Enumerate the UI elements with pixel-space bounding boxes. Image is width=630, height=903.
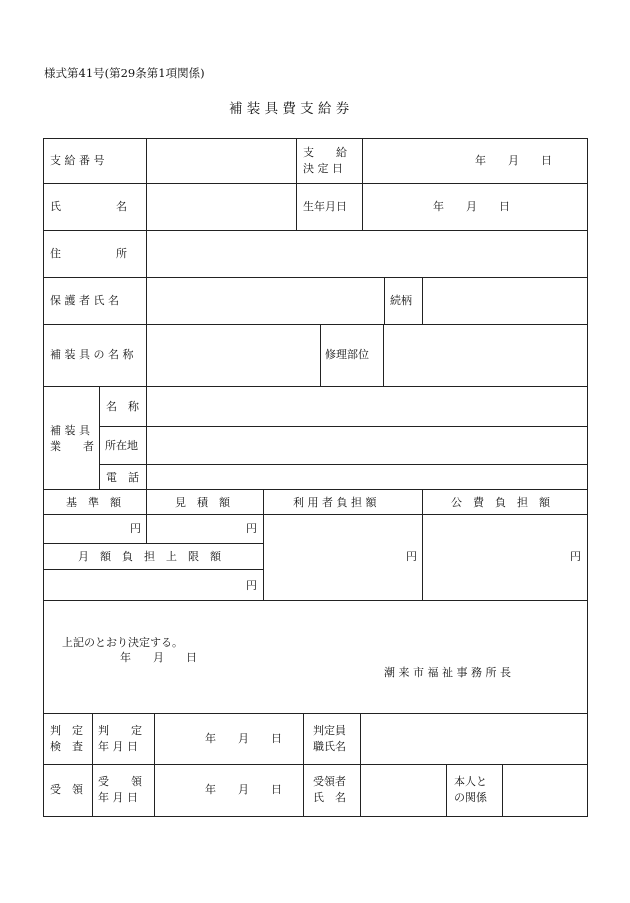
rule-v	[383, 324, 384, 386]
guardian-name-label: 保 護 者 氏 名	[50, 294, 119, 307]
monthly-cap-yen: 円	[246, 579, 257, 592]
rule-v	[146, 489, 147, 543]
inspection-label-line1: 判 定	[50, 724, 83, 737]
rule-v	[146, 386, 147, 489]
birth-date-label: 生年月日	[303, 200, 347, 213]
rule-h	[43, 514, 588, 515]
rule-v	[384, 277, 385, 324]
vendor-group-label-line2: 業 者	[50, 440, 94, 453]
inspection-date-label-line1: 判 定	[98, 724, 142, 737]
inspection-date-label-line2: 年 月 日	[98, 740, 138, 753]
decision-date: 年 月 日	[120, 651, 197, 664]
rule-h	[43, 600, 588, 601]
rule-v	[303, 713, 304, 817]
rule-h	[43, 386, 588, 387]
support-number-label: 支 給 番 号	[50, 154, 105, 167]
device-name-label: 補 装 具 の 名 称	[50, 348, 134, 361]
receipt-date-label-line2: 年 月 日	[98, 791, 138, 804]
user-burden-header: 利 用 者 負 担 額	[293, 496, 377, 509]
inspection-label-line2: 検 査	[50, 740, 83, 753]
rule-h	[43, 713, 588, 714]
rule-h	[43, 764, 588, 765]
rule-v	[362, 138, 363, 230]
issuer-name: 潮 来 市 福 祉 事 務 所 長	[384, 666, 511, 679]
form-id: 様式第41号(第29条第1項関係)	[44, 66, 205, 80]
decision-statement: 上記のとおり決定する。	[62, 636, 183, 649]
standard-amount-header: 基 準 額	[66, 496, 121, 509]
rule-h	[43, 543, 263, 544]
rule-h	[43, 277, 588, 278]
inspector-label-line1: 判定員	[313, 724, 346, 737]
rule-v	[320, 324, 321, 386]
rule-h	[43, 183, 588, 184]
rule-h	[43, 569, 263, 570]
rule-h	[99, 426, 588, 427]
relation-to-self-label-line2: の関係	[454, 791, 487, 804]
vendor-location-label: 所在地	[105, 439, 138, 452]
form-title: 補 装 具 費 支 給 券	[229, 101, 350, 117]
rule-v	[502, 764, 503, 817]
rule-v	[154, 713, 155, 817]
name-label: 氏 名	[50, 200, 127, 213]
inspector-label-line2: 職氏名	[313, 740, 346, 753]
estimate-amount-yen: 円	[246, 522, 257, 535]
decision-date-label-line1: 支 給	[303, 146, 347, 159]
receipt-date-label-line1: 受 領	[98, 775, 142, 788]
vendor-name-label: 名 称	[106, 400, 139, 413]
receipt-date-field[interactable]: 年 月 日	[205, 783, 282, 796]
decision-date-field[interactable]: 年 月 日	[475, 154, 552, 167]
receipt-label: 受 領	[50, 783, 83, 796]
recipient-label-line2: 氏 名	[313, 791, 346, 804]
rule-v	[99, 386, 100, 489]
standard-amount-yen: 円	[130, 522, 141, 535]
rule-v	[446, 764, 447, 817]
recipient-label-line1: 受領者	[313, 775, 346, 788]
rule-v	[360, 713, 361, 817]
rule-v	[422, 489, 423, 600]
inspection-date-field[interactable]: 年 月 日	[205, 732, 282, 745]
estimate-amount-header: 見 積 額	[175, 496, 230, 509]
public-burden-yen: 円	[570, 550, 581, 563]
vendor-phone-label: 電 話	[106, 471, 139, 484]
rule-h	[43, 230, 588, 231]
rule-v	[422, 277, 423, 324]
repair-part-label: 修理部位	[325, 348, 369, 361]
rule-v	[92, 713, 93, 817]
relationship-label: 続柄	[390, 294, 412, 307]
rule-v	[296, 138, 297, 230]
user-burden-yen: 円	[406, 550, 417, 563]
decision-date-label-line2: 決 定 日	[303, 162, 343, 175]
address-label: 住 所	[50, 247, 127, 260]
birth-date-field[interactable]: 年 月 日	[433, 200, 510, 213]
relation-to-self-label-line1: 本人と	[454, 775, 487, 788]
rule-h	[43, 489, 588, 490]
rule-h	[99, 464, 588, 465]
monthly-cap-label: 月 額 負 担 上 限 額	[78, 550, 221, 563]
rule-h	[43, 324, 588, 325]
public-burden-header: 公 費 負 担 額	[451, 496, 550, 509]
rule-v	[146, 138, 147, 386]
vendor-group-label-line1: 補 装 具	[50, 424, 90, 437]
rule-v	[263, 489, 264, 600]
